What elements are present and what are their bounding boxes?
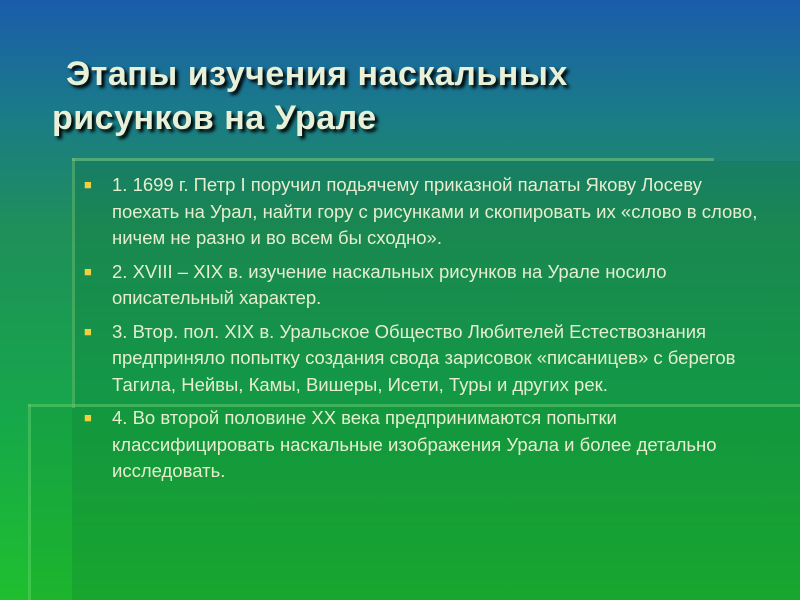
decorative-line (72, 158, 714, 161)
bullet-text: 1. 1699 г. Петр I поручил подьячему приказной палаты Якову Лосеву поехать на Урал, найти гору с рисунками и скопировать их «слово в слово, ничем не разно и во всем бы сходно». (112, 174, 758, 248)
decorative-line (28, 404, 31, 600)
bullet-marker-icon: ■ (84, 177, 92, 192)
bullet-text: 2. XVIII – XIX в. изучение наскальных рисунков на Урале носило описательный характер. (112, 260, 667, 308)
bullet-item (82, 172, 762, 252)
slide-content (82, 172, 762, 492)
bullet-list (82, 172, 762, 485)
bullet-marker-icon: ■ (84, 323, 92, 339)
bullet-item (82, 319, 762, 399)
bullet-marker-icon: ■ (84, 410, 92, 425)
decorative-line (72, 158, 75, 408)
bullet-text: 4. Во второй половине XX века предпринимаются попытки классифицировать наскальные изображения Урала и более детально исследовать. (112, 407, 717, 481)
bullet-item (82, 405, 762, 485)
bullet-marker-icon: ■ (84, 263, 92, 279)
bullet-item (82, 259, 762, 312)
slide-title-line-1: Этапы изучения наскальных (66, 55, 568, 93)
bullet-text: 3. Втор. пол. XIX в. Уральское Общество Любителей Естествознания предприняло попытку создания свода зарисовок «писаницев» с берегов Тагила, Нейвы, Камы, Вишеры, Исети, Туры и других рек. (112, 320, 736, 395)
slide-title-line-2: рисунков на Урале (52, 99, 377, 137)
slide-title (52, 52, 752, 140)
